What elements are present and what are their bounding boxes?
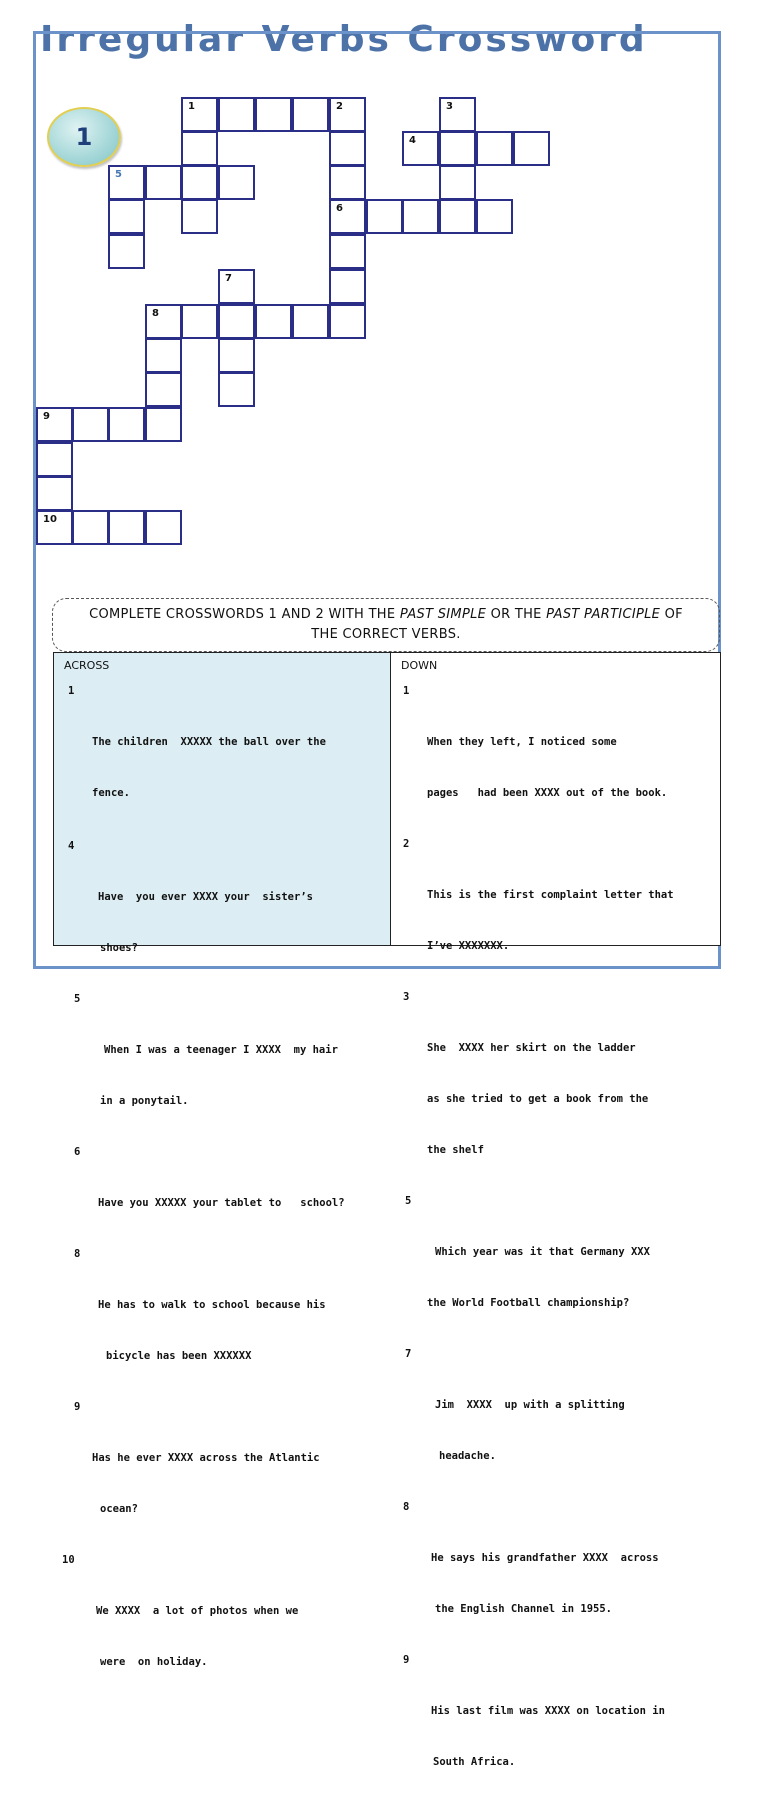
across-clue-line: Have you ever XXXX your sister’s [98, 891, 313, 903]
grid-cell[interactable] [255, 97, 292, 132]
grid-cell[interactable] [145, 165, 182, 200]
crossword-number-badge: 1 [47, 107, 121, 167]
grid-cell[interactable] [218, 304, 255, 339]
instruction-part-2: OR THE [486, 607, 547, 622]
down-heading: DOWN [401, 659, 438, 672]
down-clue-number: 7 [405, 1348, 412, 1360]
across-clue-number: 9 [74, 1401, 81, 1413]
grid-cell[interactable] [255, 304, 292, 339]
grid-cell[interactable] [108, 510, 145, 545]
grid-cell[interactable] [108, 407, 145, 442]
down-clue-line: the World Football championship? [427, 1297, 630, 1309]
clue-number-2: 2 [336, 101, 343, 112]
clue-number-1: 1 [188, 101, 195, 112]
across-clue-line: The children XXXXX the ball over the [92, 736, 326, 748]
grid-cell[interactable] [36, 510, 73, 545]
grid-cell[interactable] [439, 131, 476, 166]
grid-cell[interactable] [366, 199, 403, 234]
across-clue-line: He has to walk to school because his [98, 1299, 326, 1311]
grid-cell[interactable] [108, 234, 145, 269]
grid-cell[interactable] [329, 304, 366, 339]
down-clue-number: 3 [403, 991, 410, 1003]
down-clue-number: 2 [403, 838, 410, 850]
grid-cell[interactable] [181, 131, 218, 166]
across-clue [54, 1552, 390, 1705]
grid-cell[interactable] [218, 269, 255, 304]
down-clue-line: His last film was XXXX on location in [431, 1705, 665, 1717]
down-clue-line: I’ve XXXXXXX. [427, 940, 510, 952]
clue-number-9: 9 [43, 411, 50, 422]
clue-number-5: 5 [115, 169, 122, 180]
grid-cell[interactable] [292, 97, 329, 132]
down-clue [391, 1346, 720, 1499]
grid-cell[interactable] [145, 407, 182, 442]
across-clue-line: When I was a teenager I XXXX my hair [104, 1044, 338, 1056]
across-clue-number: 10 [62, 1554, 75, 1566]
clue-table [53, 652, 721, 1768]
clue-number-8: 8 [152, 308, 159, 319]
down-panel [391, 653, 720, 1768]
grid-cell[interactable] [329, 269, 366, 304]
across-clue [54, 991, 390, 1144]
grid-cell[interactable] [36, 407, 73, 442]
down-clue-number: 5 [405, 1195, 412, 1207]
grid-cell[interactable] [439, 97, 476, 132]
down-clue-line: the shelf [427, 1144, 484, 1156]
grid-cell[interactable] [476, 131, 513, 166]
grid-cell[interactable] [402, 199, 439, 234]
grid-cell[interactable] [329, 199, 366, 234]
across-clue-line: ocean? [100, 1503, 138, 1515]
grid-cell[interactable] [145, 304, 182, 339]
down-clue-line: Jim XXXX up with a splitting [435, 1399, 625, 1411]
across-clue-line: We XXXX a lot of photos when we [96, 1605, 299, 1617]
grid-cell[interactable] [108, 199, 145, 234]
grid-cell[interactable] [145, 372, 182, 407]
down-clue-line: He says his grandfather XXXX across [431, 1552, 659, 1564]
down-clue-line: Which year was it that Germany XXX [435, 1246, 650, 1258]
grid-cell[interactable] [218, 372, 255, 407]
across-clue-line: Has he ever XXXX across the Atlantic [92, 1452, 320, 1464]
across-clue [54, 1246, 390, 1399]
instruction-past-simple: PAST SIMPLE [399, 607, 487, 622]
across-clue-line: shoes? [100, 942, 138, 954]
clue-number-10: 10 [43, 514, 57, 525]
across-clue [54, 1399, 390, 1552]
grid-cell[interactable] [329, 131, 366, 166]
across-clue-line: in a ponytail. [100, 1095, 189, 1107]
grid-cell[interactable] [72, 510, 109, 545]
across-clue-number: 5 [74, 993, 81, 1005]
grid-cell[interactable] [218, 338, 255, 373]
grid-cell[interactable] [218, 97, 255, 132]
grid-cell[interactable] [36, 476, 73, 511]
across-heading: ACROSS [64, 659, 110, 672]
down-clue-line: She XXXX her skirt on the ladder [427, 1042, 636, 1054]
across-panel [54, 653, 391, 1668]
down-clue [391, 683, 720, 836]
down-clue [391, 1193, 720, 1346]
grid-cell[interactable] [292, 304, 329, 339]
down-clue-line: South Africa. [433, 1756, 516, 1768]
down-clue-number: 9 [403, 1654, 410, 1666]
across-clue-line: fence. [92, 787, 130, 799]
across-clue-line: were on holiday. [100, 1656, 208, 1668]
down-clue [391, 1499, 720, 1652]
grid-cell[interactable] [145, 338, 182, 373]
grid-cell[interactable] [181, 199, 218, 234]
grid-cell[interactable] [439, 165, 476, 200]
grid-cell[interactable] [329, 97, 366, 132]
down-clue [391, 836, 720, 989]
clue-number-6: 6 [336, 203, 343, 214]
instruction-part-3: OF THE CORRECT VERBS. [311, 607, 683, 642]
grid-cell[interactable] [181, 304, 218, 339]
down-clue-number: 1 [403, 685, 410, 697]
across-clue-number: 8 [74, 1248, 81, 1260]
instruction-text [83, 605, 689, 645]
across-clue-number: 4 [68, 840, 75, 852]
down-clue [391, 1652, 720, 1805]
grid-cell[interactable] [402, 131, 439, 166]
down-clue-line: This is the first complaint letter that [427, 889, 674, 901]
worksheet-title: Irregular Verbs Crossword [40, 19, 648, 60]
down-clue [391, 989, 720, 1193]
grid-cell[interactable] [36, 442, 73, 477]
clue-number-3: 3 [446, 101, 453, 112]
down-clue-list [391, 683, 720, 1805]
grid-cell[interactable] [476, 199, 513, 234]
across-clue-line: Have you XXXXX your tablet to school? [98, 1197, 345, 1209]
across-clue-number: 1 [68, 685, 75, 697]
instruction-part-1: COMPLETE CROSSWORDS 1 AND 2 WITH THE [89, 607, 400, 622]
grid-cell[interactable] [329, 234, 366, 269]
across-clue-list [54, 683, 390, 1705]
across-clue [54, 1144, 390, 1246]
grid-cell[interactable] [108, 165, 145, 200]
grid-cell[interactable] [513, 131, 550, 166]
across-clue [54, 683, 390, 836]
clue-number-7: 7 [225, 273, 232, 284]
grid-cell[interactable] [181, 165, 218, 200]
down-clue-line: as she tried to get a book from the [427, 1093, 649, 1105]
instruction-past-participle: PAST PARTICIPLE [546, 607, 661, 622]
clue-number-4: 4 [409, 135, 416, 146]
down-clue-line: pages had been XXXX out of the book. [427, 787, 668, 799]
down-clue-line: headache. [439, 1450, 496, 1462]
instruction-box [52, 598, 720, 652]
across-clue-number: 6 [74, 1146, 81, 1158]
down-clue-line: When they left, I noticed some [427, 736, 617, 748]
grid-cell[interactable] [72, 407, 109, 442]
grid-cell[interactable] [329, 165, 366, 200]
across-clue-line: bicycle has been XXXXXX [106, 1350, 252, 1362]
grid-cell[interactable] [145, 510, 182, 545]
grid-cell[interactable] [181, 97, 218, 132]
down-clue-line: the English Channel in 1955. [435, 1603, 613, 1615]
down-clue-number: 8 [403, 1501, 410, 1513]
grid-cell[interactable] [439, 199, 476, 234]
across-clue [54, 838, 390, 991]
grid-cell[interactable] [218, 165, 255, 200]
